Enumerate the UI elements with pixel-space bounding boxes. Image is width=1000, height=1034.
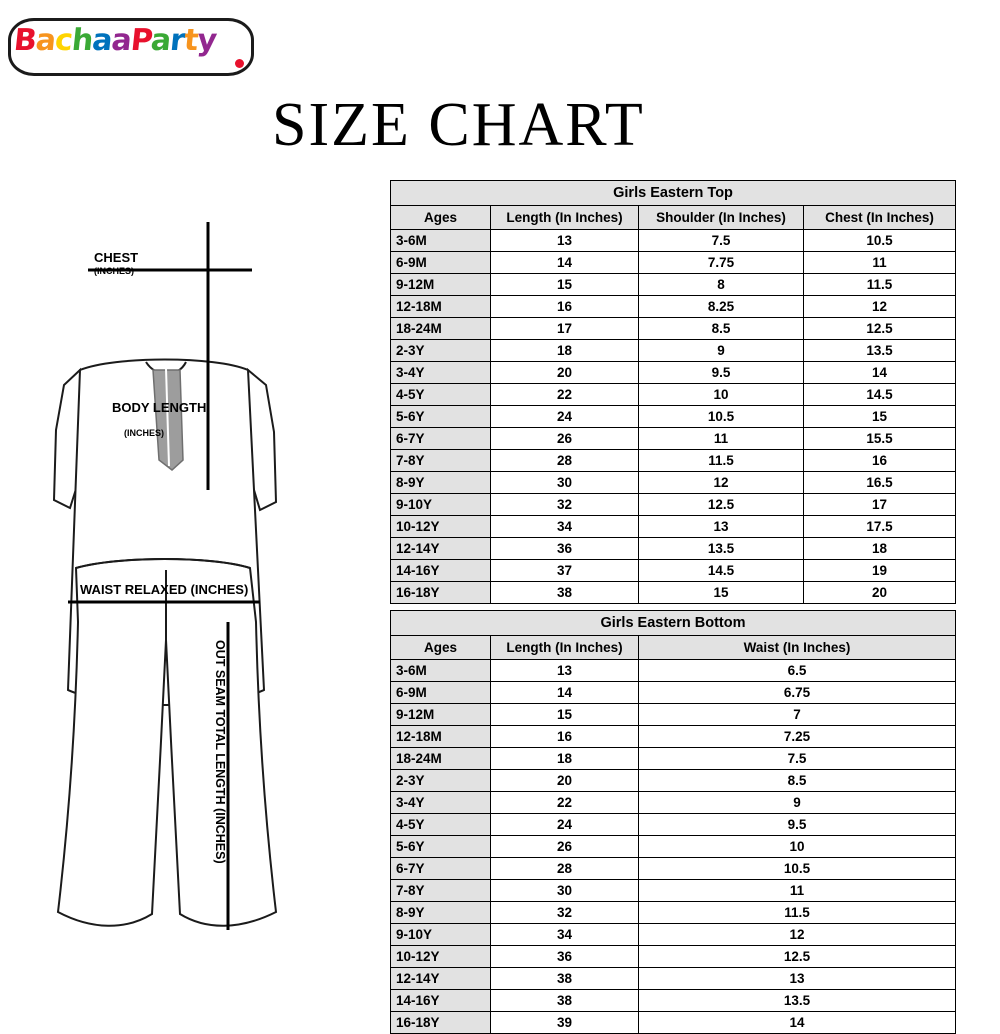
cell-age: 5-6Y <box>391 836 491 858</box>
cell-value: 9.5 <box>639 362 804 384</box>
cell-value: 32 <box>491 902 639 924</box>
cell-value: 12.5 <box>804 318 956 340</box>
girls-eastern-bottom-table <box>390 610 956 1034</box>
cell-value: 11 <box>639 880 956 902</box>
table-row <box>391 1012 956 1034</box>
cell-age: 6-9M <box>391 682 491 704</box>
logo-letter: r <box>168 23 186 58</box>
cell-value: 14.5 <box>804 384 956 406</box>
cell-value: 10 <box>639 836 956 858</box>
cell-value: 6.75 <box>639 682 956 704</box>
page-title: SIZE CHART <box>272 91 645 159</box>
table-row <box>391 472 956 494</box>
table-row <box>391 340 956 362</box>
cell-value: 28 <box>491 450 639 472</box>
cell-value: 8.25 <box>639 296 804 318</box>
outseam-label: OUT SEAM TOTAL LENGTH (INCHES) <box>213 640 227 864</box>
brand-logo <box>8 18 258 80</box>
cell-value: 7.25 <box>639 726 956 748</box>
cell-age: 2-3Y <box>391 770 491 792</box>
cell-value: 22 <box>491 792 639 814</box>
cell-age: 7-8Y <box>391 880 491 902</box>
cell-value: 11 <box>639 428 804 450</box>
table-row <box>391 880 956 902</box>
table-title: Girls Eastern Top <box>391 181 956 206</box>
table-row <box>391 924 956 946</box>
cell-value: 10.5 <box>804 230 956 252</box>
cell-age: 12-18M <box>391 726 491 748</box>
cell-value: 13.5 <box>804 340 956 362</box>
table-row <box>391 682 956 704</box>
cell-age: 2-3Y <box>391 340 491 362</box>
table-row <box>391 726 956 748</box>
cell-age: 5-6Y <box>391 406 491 428</box>
bottom-garment-illustration <box>58 559 276 930</box>
table-row <box>391 450 956 472</box>
table-row <box>391 252 956 274</box>
table-row <box>391 384 956 406</box>
table-row <box>391 230 956 252</box>
girls-eastern-top-table <box>390 180 956 604</box>
cell-value: 18 <box>491 748 639 770</box>
table-row <box>391 836 956 858</box>
logo-letter: c <box>53 23 74 58</box>
column-header-length: Length (In Inches) <box>491 636 639 660</box>
cell-value: 9.5 <box>639 814 956 836</box>
cell-value: 13 <box>491 230 639 252</box>
table-row <box>391 660 956 682</box>
cell-age: 4-5Y <box>391 384 491 406</box>
table-row <box>391 946 956 968</box>
cell-value: 17 <box>491 318 639 340</box>
body-length-unit-label: (INCHES) <box>124 428 164 438</box>
cell-value: 30 <box>491 880 639 902</box>
cell-value: 11.5 <box>804 274 956 296</box>
table-title-row <box>391 611 956 636</box>
logo-letter: a <box>90 23 114 58</box>
cell-age: 16-18Y <box>391 1012 491 1034</box>
column-header-length: Length (In Inches) <box>491 206 639 230</box>
cell-value: 30 <box>491 472 639 494</box>
cell-value: 13 <box>491 660 639 682</box>
cell-age: 3-6M <box>391 230 491 252</box>
cell-value: 26 <box>491 836 639 858</box>
table-row <box>391 560 956 582</box>
table-row <box>391 770 956 792</box>
table-row <box>391 990 956 1012</box>
cell-value: 37 <box>491 560 639 582</box>
cell-age: 7-8Y <box>391 450 491 472</box>
cell-value: 15.5 <box>804 428 956 450</box>
table-header-row <box>391 206 956 230</box>
cell-age: 3-4Y <box>391 792 491 814</box>
cell-value: 16 <box>804 450 956 472</box>
logo-letter: y <box>195 23 218 58</box>
garment-diagram-svg <box>20 170 360 990</box>
cell-value: 36 <box>491 538 639 560</box>
table-row <box>391 516 956 538</box>
cell-value: 7.5 <box>639 230 804 252</box>
column-header-waist: Waist (In Inches) <box>639 636 956 660</box>
cell-value: 7.75 <box>639 252 804 274</box>
cell-age: 6-7Y <box>391 428 491 450</box>
cell-value: 13 <box>639 968 956 990</box>
table-title: Girls Eastern Bottom <box>391 611 956 636</box>
cell-value: 15 <box>639 582 804 604</box>
cell-age: 14-16Y <box>391 560 491 582</box>
cell-value: 16 <box>491 296 639 318</box>
cell-value: 34 <box>491 516 639 538</box>
table-row <box>391 748 956 770</box>
cell-value: 14 <box>804 362 956 384</box>
column-header-ages: Ages <box>391 636 491 660</box>
cell-age: 12-18M <box>391 296 491 318</box>
cell-age: 6-7Y <box>391 858 491 880</box>
table-body <box>391 230 956 604</box>
cell-value: 14 <box>491 252 639 274</box>
cell-value: 11 <box>804 252 956 274</box>
cell-value: 12 <box>639 472 804 494</box>
cell-value: 9 <box>639 340 804 362</box>
logo-letter: h <box>70 23 95 58</box>
cell-value: 11.5 <box>639 902 956 924</box>
table-row <box>391 704 956 726</box>
cell-value: 9 <box>639 792 956 814</box>
cell-age: 9-10Y <box>391 924 491 946</box>
cell-age: 9-12M <box>391 274 491 296</box>
cell-age: 16-18Y <box>391 582 491 604</box>
cell-value: 12.5 <box>639 494 804 516</box>
cell-value: 13.5 <box>639 990 956 1012</box>
table-row <box>391 318 956 340</box>
table-title-row <box>391 181 956 206</box>
chest-label: CHEST <box>94 250 139 265</box>
cell-value: 13.5 <box>639 538 804 560</box>
cell-value: 32 <box>491 494 639 516</box>
cell-age: 3-6M <box>391 660 491 682</box>
cell-value: 13 <box>639 516 804 538</box>
measurement-diagrams <box>20 170 360 990</box>
cell-value: 28 <box>491 858 639 880</box>
cell-age: 9-12M <box>391 704 491 726</box>
cell-value: 14 <box>491 682 639 704</box>
logo-letter: P <box>128 23 153 58</box>
table-row <box>391 406 956 428</box>
column-header-ages: Ages <box>391 206 491 230</box>
cell-age: 14-16Y <box>391 990 491 1012</box>
logo-letter: a <box>109 23 133 58</box>
table-row <box>391 538 956 560</box>
cell-value: 14.5 <box>639 560 804 582</box>
cell-age: 10-12Y <box>391 516 491 538</box>
cell-value: 11.5 <box>639 450 804 472</box>
size-chart-tables <box>390 180 955 1034</box>
cell-value: 12 <box>804 296 956 318</box>
logo-letter: t <box>182 23 200 58</box>
cell-age: 8-9Y <box>391 902 491 924</box>
cell-value: 24 <box>491 814 639 836</box>
cell-value: 20 <box>804 582 956 604</box>
table-row <box>391 494 956 516</box>
logo-wordmark <box>12 23 218 58</box>
logo-dot-icon <box>235 59 244 68</box>
table-row <box>391 792 956 814</box>
cell-value: 8.5 <box>639 770 956 792</box>
cell-value: 7 <box>639 704 956 726</box>
cell-value: 26 <box>491 428 639 450</box>
cell-age: 18-24M <box>391 318 491 340</box>
table-row <box>391 902 956 924</box>
cell-value: 19 <box>804 560 956 582</box>
cell-value: 12.5 <box>639 946 956 968</box>
table-row <box>391 428 956 450</box>
cell-age: 6-9M <box>391 252 491 274</box>
cell-value: 38 <box>491 990 639 1012</box>
table-row <box>391 362 956 384</box>
cell-value: 15 <box>491 274 639 296</box>
cell-value: 15 <box>491 704 639 726</box>
cell-value: 14 <box>639 1012 956 1034</box>
cell-value: 16 <box>491 726 639 748</box>
cell-value: 17.5 <box>804 516 956 538</box>
table-row <box>391 858 956 880</box>
cell-value: 12 <box>639 924 956 946</box>
cell-value: 20 <box>491 362 639 384</box>
cell-age: 12-14Y <box>391 968 491 990</box>
cell-age: 18-24M <box>391 748 491 770</box>
table-header-row <box>391 636 956 660</box>
cell-age: 12-14Y <box>391 538 491 560</box>
logo-letter: a <box>34 23 58 58</box>
cell-value: 36 <box>491 946 639 968</box>
cell-value: 8.5 <box>639 318 804 340</box>
cell-value: 20 <box>491 770 639 792</box>
column-header-chest: Chest (In Inches) <box>804 206 956 230</box>
cell-value: 7.5 <box>639 748 956 770</box>
table-row <box>391 582 956 604</box>
column-header-shoulder: Shoulder (In Inches) <box>639 206 804 230</box>
table-body <box>391 660 956 1034</box>
cell-age: 3-4Y <box>391 362 491 384</box>
cell-value: 17 <box>804 494 956 516</box>
table-row <box>391 968 956 990</box>
cell-age: 8-9Y <box>391 472 491 494</box>
table-row <box>391 296 956 318</box>
cell-value: 38 <box>491 968 639 990</box>
cell-value: 38 <box>491 582 639 604</box>
table-row <box>391 814 956 836</box>
body-length-label: BODY LENGTH <box>112 400 207 415</box>
cell-value: 10.5 <box>639 406 804 428</box>
cell-value: 8 <box>639 274 804 296</box>
logo-letter: a <box>149 23 173 58</box>
cell-age: 9-10Y <box>391 494 491 516</box>
cell-value: 34 <box>491 924 639 946</box>
cell-value: 18 <box>491 340 639 362</box>
cell-value: 10.5 <box>639 858 956 880</box>
logo-letter: B <box>12 23 38 58</box>
cell-age: 10-12Y <box>391 946 491 968</box>
cell-value: 39 <box>491 1012 639 1034</box>
cell-value: 18 <box>804 538 956 560</box>
waist-relaxed-label: WAIST RELAXED (INCHES) <box>80 582 249 597</box>
cell-value: 24 <box>491 406 639 428</box>
cell-value: 15 <box>804 406 956 428</box>
cell-value: 16.5 <box>804 472 956 494</box>
table-row <box>391 274 956 296</box>
cell-value: 6.5 <box>639 660 956 682</box>
cell-value: 22 <box>491 384 639 406</box>
chest-unit-label: (INCHES) <box>94 266 134 276</box>
cell-age: 4-5Y <box>391 814 491 836</box>
cell-value: 10 <box>639 384 804 406</box>
